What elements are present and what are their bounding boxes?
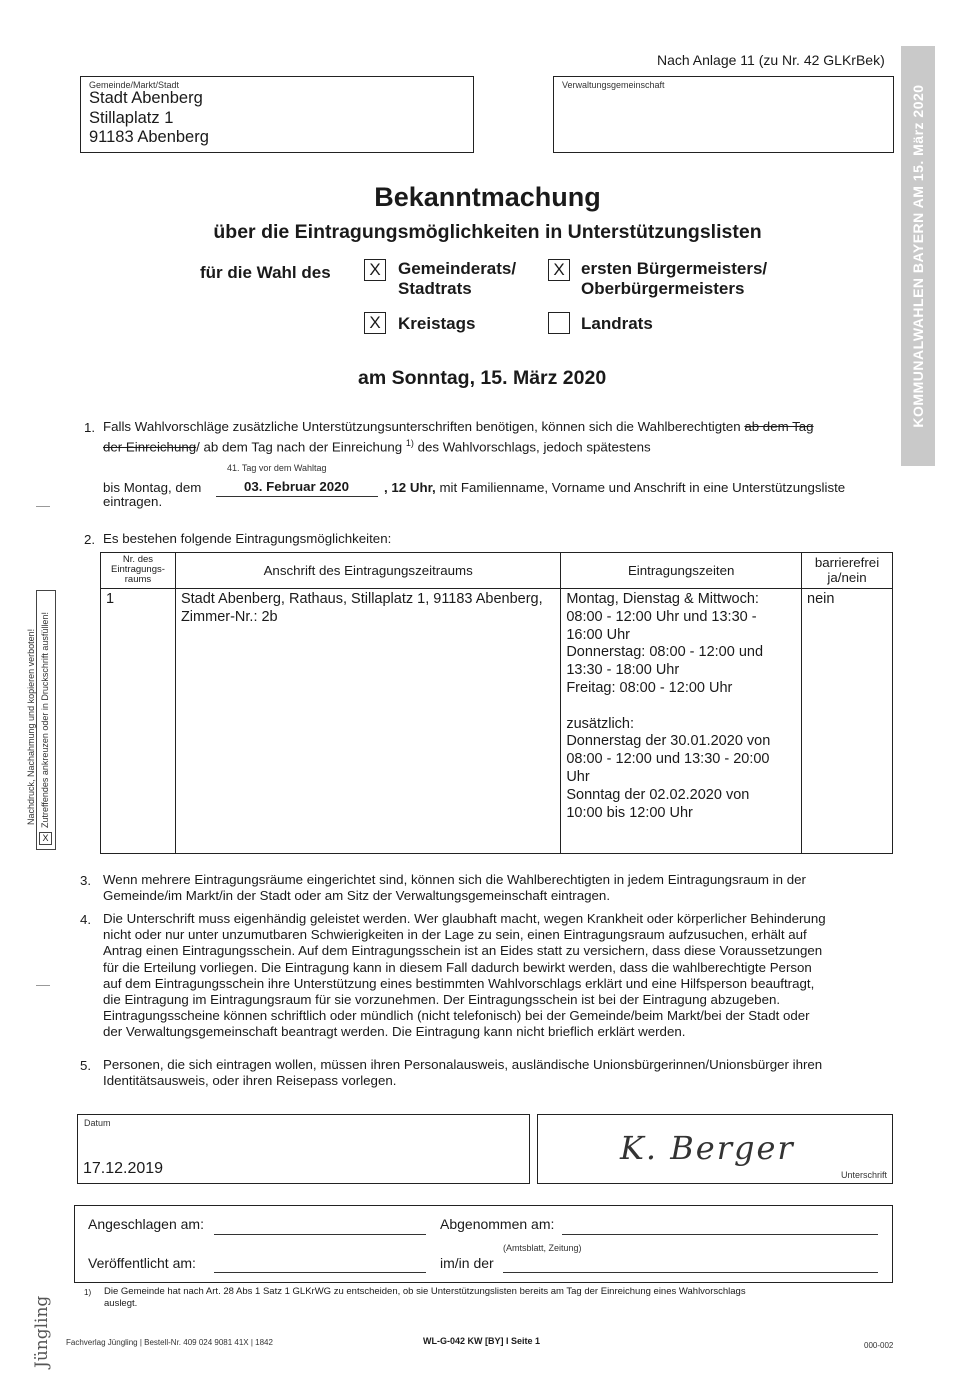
published-label: Veröffentlicht am: [88, 1255, 196, 1271]
checkbox-mayor[interactable]: X [548, 259, 570, 281]
checkbox-district-admin[interactable] [548, 312, 570, 334]
publisher-info: Fachverlag Jüngling | Bestell-Nr. 409 024 9081 41X | 1842 [66, 1338, 273, 1347]
deadline-hint: 41. Tag vor dem Wahltag [227, 463, 327, 473]
section-3-text [103, 872, 903, 904]
municipality-address [89, 89, 209, 148]
times-line: 10:00 bis 12:00 Uhr [566, 804, 693, 821]
section-4-line: für die Erteilung vorliegen. Die Eintragung kann in diesem Fall dadurch bewirkt werden, dass die wahlberechtigte Person [103, 959, 812, 975]
option-district-admin[interactable] [548, 312, 570, 334]
side-band-text: KOMMUNALWAHLEN BAYERN AM 15. März 2020 [910, 84, 926, 428]
municipality-label: Gemeinde/Markt/Stadt [89, 80, 180, 90]
section-3-number: 3. [80, 873, 92, 888]
deadline-prefix: bis Montag, dem [103, 480, 202, 495]
option-mayor-label: ersten Bürgermeisters/ Oberbürgermeisters [581, 259, 768, 298]
municipality-line: Stillaplatz 1 [89, 108, 174, 127]
footnote-mark: 1) [84, 1288, 92, 1297]
times-line: Freitag: 08:00 - 12:00 Uhr [566, 679, 733, 696]
document-title: Bekanntmachung [374, 182, 601, 212]
option-district-council[interactable] [364, 312, 386, 334]
published-line[interactable] [214, 1272, 426, 1273]
deadline-date: 03. Februar 2020 [244, 479, 349, 494]
option-municipal-council-label: Gemeinderats/ Stadtrats [398, 259, 517, 298]
municipality-line: 91183 Abenberg [89, 128, 209, 146]
times-line: Montag, Dienstag & Mittwoch: [566, 591, 759, 607]
section-4-line: Eintragungsscheine können schriftlich oder mündlich (nicht telefonisch) bei der Gemeinde/beim Markt/bei der Stadt oder [103, 1008, 810, 1024]
section-2-intro: Es bestehen folgende Eintragungsmöglichkeiten: [103, 531, 392, 546]
posted-label: Angeschlagen am: [88, 1216, 204, 1232]
checkbox-municipal-council[interactable]: X [364, 259, 386, 281]
in-line[interactable] [503, 1272, 878, 1273]
section-1-struck-b: der Einreichung [103, 439, 197, 455]
admin-community-box [553, 76, 894, 153]
section-4-text [103, 911, 903, 1041]
cell-room-number: 1 [101, 589, 176, 854]
posted-line[interactable] [214, 1234, 426, 1235]
admin-community-label: Verwaltungsgemeinschaft [562, 80, 665, 90]
instruction-mark: X [39, 832, 52, 845]
signature-label: Unterschrift [840, 1170, 887, 1180]
section-4-line: auf dem Eintragungsschein ihre Unterstützung eines bestimmten Wahlvorschlags erklärt und eine Hilfsperson beauftragt, [103, 975, 815, 991]
times-line: Sonntag der 02.02.2020 von [566, 786, 750, 803]
deadline-suffix-text: mit Familienname, Vorname und Anschrift in eine Unterstützungsliste [439, 480, 846, 495]
signature-box [537, 1114, 893, 1184]
option-district-council-label: Kreistags [398, 314, 476, 333]
section-4-line: Antrag einen Eintragungsschein. Auf dem Eintragungsschein ist an Eides statt zu versichern, dass diese Voraussetzungen [103, 943, 823, 959]
option-municipal-council[interactable] [364, 259, 386, 281]
publication-hint: (Amtsblatt, Zeitung) [503, 1243, 582, 1253]
annex-reference: Nach Anlage 11 (zu Nr. 42 GLKrBek) [657, 52, 885, 68]
section-3-line: Gemeinde/im Markt/in der Stadt oder am Sitz der Verwaltungsgemeinschaft eintragen. [103, 888, 611, 904]
section-3-line: Wenn mehrere Eintragungsräume eingerichtet sind, können sich die Wahlberechtigten in jedem Eintragungsraum in der [103, 872, 806, 887]
form-code: 000-002 [864, 1341, 894, 1350]
header-accessible: barrierefrei ja/nein [802, 553, 893, 589]
municipality-line: Stadt Abenberg [89, 89, 203, 107]
margin-tick [36, 985, 50, 986]
times-line: 08:00 - 12:00 Uhr und 13:30 - [566, 608, 757, 625]
section-1-number: 1. [84, 420, 96, 435]
election-intro: für die Wahl des [200, 263, 331, 282]
date-value: 17.12.2019 [83, 1160, 164, 1177]
times-line: 13:30 - 18:00 Uhr [566, 662, 680, 679]
deadline-time: , 12 Uhr, [384, 480, 436, 495]
section-1-text-c: des Wahlvorschlags, jedoch spätestens [417, 439, 651, 455]
deadline-tail: eintragen. [103, 494, 163, 509]
margin-tick [36, 506, 50, 507]
publisher-logo: Jüngling [32, 1295, 52, 1368]
option-district-admin-label: Landrats [581, 314, 653, 333]
footnote-line: auslegt. [104, 1298, 138, 1309]
times-line: Donnerstag der 30.01.2020 von [566, 733, 771, 750]
section-5-line: Identitätsausweis, oder ihren Reisepass vorlegen. [103, 1073, 397, 1089]
times-line: 16:00 Uhr [566, 626, 631, 643]
in-label: im/in der [440, 1255, 494, 1271]
header-room-number: Nr. des Eintragungs-raums [101, 553, 176, 589]
section-1-text-a: Falls Wahlvorschläge zusätzliche Unterstützungsunterschriften benötigen, können sich die Wahlberechtigten [103, 419, 741, 434]
deadline-suffix [384, 480, 904, 496]
table-header-row [101, 553, 893, 589]
deadline-underline [216, 496, 378, 497]
instruction-text: Zutreffendes ankreuzen oder in Druckschrift ausfüllen! [40, 612, 50, 828]
copyright-notice: Nachdruck, Nachahmung und kopieren verboten! [26, 628, 36, 825]
times-line: Uhr [566, 768, 590, 785]
option-mayor[interactable] [548, 259, 570, 281]
section-5-line: Personen, die sich eintragen wollen, müssen ihren Personalausweis, ausländische Unionsbürgerinnen/Unionsbürger ihren [103, 1057, 823, 1072]
section-4-line: Die Unterschrift muss eigenhändig geleistet werden. Wer glaubhaft macht, wegen Krankheit oder körperlicher Behinderung [103, 911, 826, 926]
section-1-text-b: / ab dem Tag nach der Einreichung [196, 439, 403, 455]
form-id: WL-G-042 KW [BY] I Seite 1 [423, 1336, 541, 1346]
date-box [77, 1114, 530, 1184]
section-5-text [103, 1057, 903, 1089]
section-4-line: die Eintragung im Eintragungsraum für sie vorzunehmen. Der Eintragungsschein ist bei der Eintragung abzugeben. [103, 992, 781, 1008]
section-2-number: 2. [84, 532, 96, 547]
header-address: Anschrift des Eintragungszeitraums [175, 553, 560, 589]
removed-label: Abgenommen am: [440, 1216, 555, 1232]
section-4-number: 4. [80, 912, 92, 927]
document-subtitle: über die Eintragungsmöglichkeiten in Unterstützungslisten [213, 221, 762, 243]
times-line [566, 698, 796, 716]
section-1-struck-a: ab dem Tag [744, 419, 814, 434]
cell-address: Stadt Abenberg, Rathaus, Stillaplatz 1, 91183 Abenberg, Zimmer-Nr.: 2b [175, 589, 560, 854]
checkbox-district-council[interactable]: X [364, 312, 386, 334]
handwritten-signature: K. Berger [620, 1129, 795, 1167]
header-times: Eintragungszeiten [561, 553, 802, 589]
footnote-reference: 1) [405, 438, 414, 449]
election-date: am Sonntag, 15. März 2020 [358, 367, 607, 389]
footnote-text [104, 1286, 894, 1310]
cell-times [561, 589, 802, 854]
section-1-text [103, 419, 898, 456]
municipality-box [80, 76, 474, 153]
section-5-number: 5. [80, 1058, 92, 1073]
date-label: Datum [84, 1118, 111, 1128]
table-row [101, 589, 893, 854]
section-4-line: der Verwaltungsgemeinschaft beantragt werden. Die Eintragung kann nicht brieflich erklärt werden. [103, 1024, 686, 1040]
cell-accessible: nein [802, 589, 893, 854]
times-line: Donnerstag: 08:00 - 12:00 und [566, 644, 764, 661]
times-line: 08:00 - 12:00 und 13:30 - 20:00 [566, 751, 770, 768]
footnote-line: Die Gemeinde hat nach Art. 28 Abs 1 Satz 1 GLKrWG zu entscheiden, ob sie Unterstützungslisten bereits am Tag der Einreichung eines Wahlvorschlags [104, 1286, 746, 1297]
registration-table [100, 552, 893, 854]
removed-line[interactable] [562, 1234, 878, 1235]
election-side-band [901, 46, 935, 466]
times-line: zusätzlich: [566, 715, 635, 732]
section-4-line: nicht oder nur unter unzumutbaren Schwierigkeiten in der Lage zu sein, einen Eintragungsraum aufzusuchen, erhält auf [103, 927, 807, 943]
